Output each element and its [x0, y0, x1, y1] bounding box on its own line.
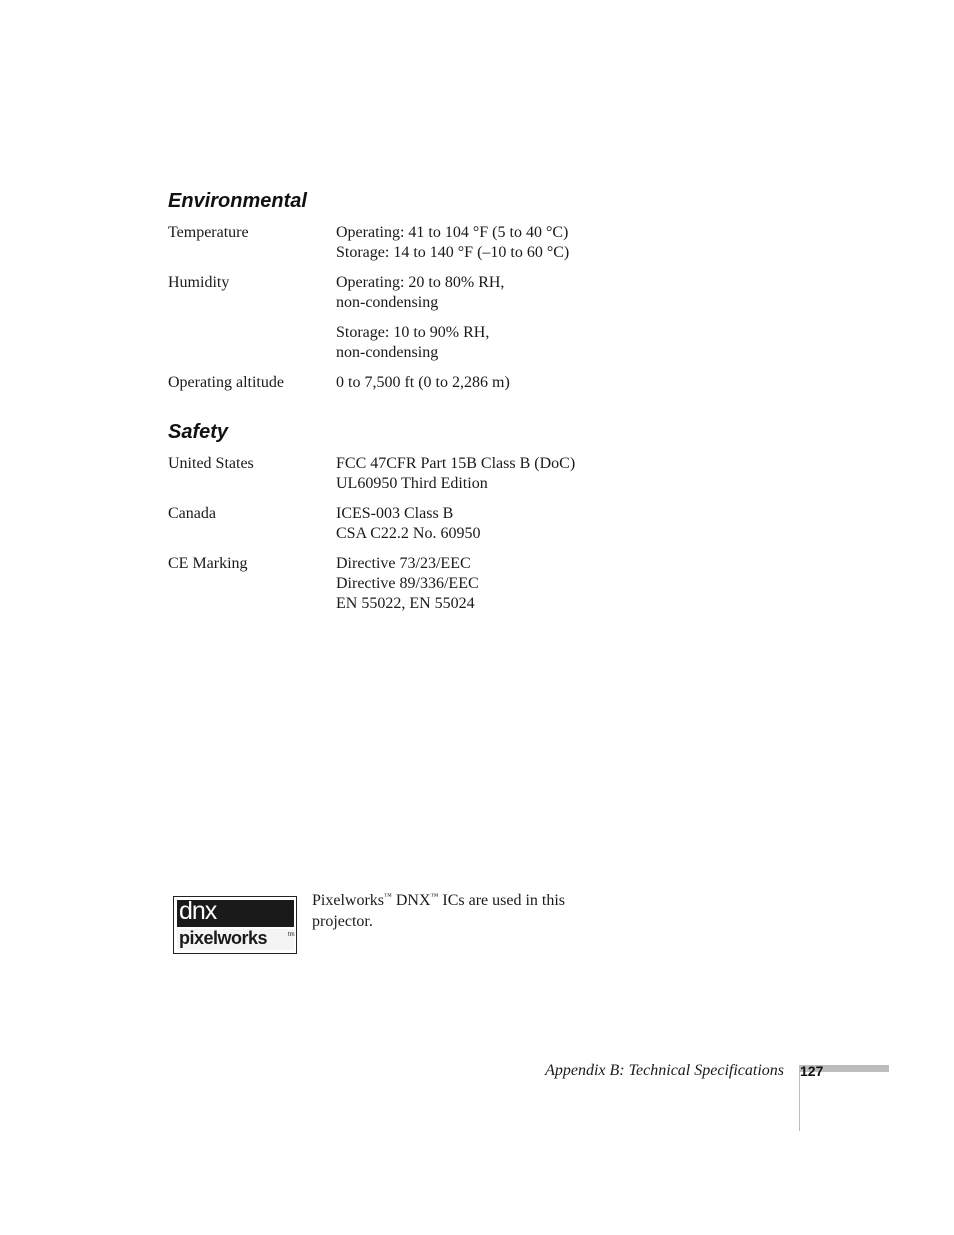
logo-tm-mark: tm	[288, 932, 295, 938]
spec-values	[336, 373, 510, 393]
spec-values	[336, 323, 489, 363]
spec-label: Operating altitude	[168, 374, 284, 391]
spec-values	[336, 223, 569, 263]
spec-label: Canada	[168, 505, 216, 522]
trademark-mark: ™	[384, 891, 392, 901]
spec-value: Storage: 14 to 140 °F (–10 to 60 °C)	[336, 244, 570, 261]
spec-value: non-condensing	[336, 344, 439, 361]
note-part: ICs are used in this projector.	[312, 892, 566, 930]
spec-value: Storage: 10 to 90% RH,	[336, 324, 490, 341]
spec-values	[336, 454, 575, 494]
spec-value: CSA C22.2 No. 60950	[336, 525, 481, 542]
spec-value: FCC 47CFR Part 15B Class B (DoC)	[336, 455, 576, 472]
spec-values	[336, 273, 504, 313]
logo-pixelworks-text: pixelworks	[179, 928, 268, 948]
spec-value: EN 55022, EN 55024	[336, 595, 475, 612]
logo-dnx-text: dnx	[179, 897, 217, 925]
spec-label: CE Marking	[168, 555, 248, 572]
footer-chapter-title: Appendix B: Technical Specifications	[545, 1062, 784, 1079]
pixelworks-dnx-logo	[173, 896, 297, 954]
spec-values	[336, 554, 479, 614]
spec-label: Temperature	[168, 224, 249, 241]
spec-values	[336, 504, 480, 544]
logo-pixelworks-bar	[177, 929, 294, 950]
spec-label: United States	[168, 455, 254, 472]
spec-value: 0 to 7,500 ft (0 to 2,286 m)	[336, 374, 510, 391]
logo-dnx-bar	[177, 897, 294, 927]
spec-value: non-condensing	[336, 294, 439, 311]
spec-label: Humidity	[168, 274, 230, 291]
spec-value: Operating: 20 to 80% RH,	[336, 274, 505, 291]
safety-heading: Safety	[168, 421, 229, 443]
pixelworks-note	[312, 890, 602, 932]
spec-value: UL60950 Third Edition	[336, 475, 488, 492]
note-part: Pixelworks	[312, 892, 384, 909]
spec-value: Directive 73/23/EEC	[336, 555, 471, 572]
page-number: 127	[800, 1063, 824, 1079]
spec-value: ICES-003 Class B	[336, 505, 454, 522]
environmental-heading: Environmental	[168, 190, 307, 212]
note-part: DNX	[391, 892, 431, 909]
trademark-mark: ™	[430, 891, 439, 901]
spec-value: Operating: 41 to 104 °F (5 to 40 °C)	[336, 224, 569, 241]
spec-value: Directive 89/336/EEC	[336, 575, 479, 592]
